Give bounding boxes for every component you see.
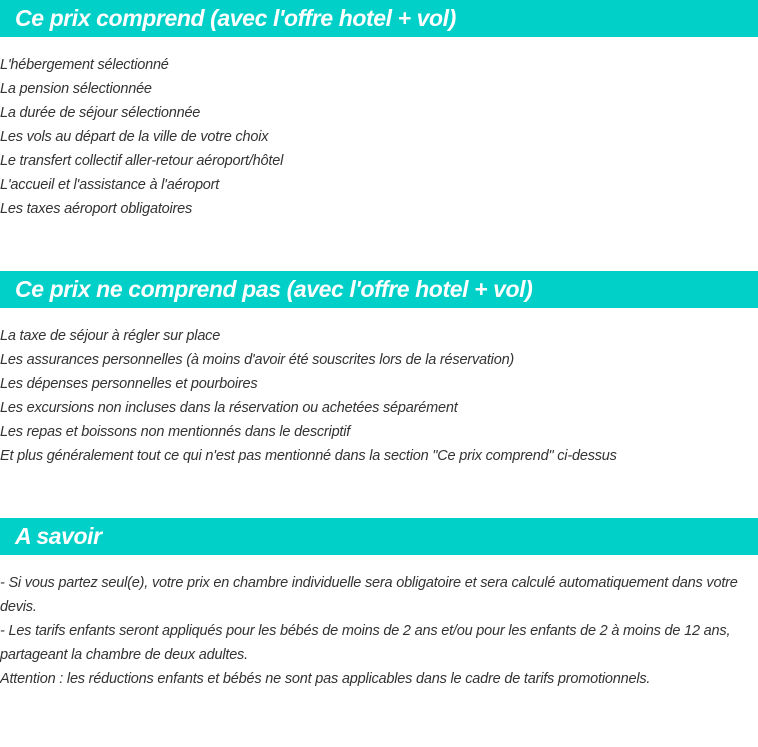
list-item: La taxe de séjour à régler sur place bbox=[0, 328, 221, 344]
excludes-section-title: Ce prix ne comprend pas (avec l'offre hotel + vol) bbox=[15, 276, 533, 302]
list-item: L'accueil et l'assistance à l'aéroport bbox=[0, 177, 220, 193]
includes-section-header bbox=[0, 0, 758, 37]
info-section-header bbox=[0, 518, 758, 555]
info-paragraph: Attention : les réductions enfants et bébés ne sont pas applicables dans le cadre de tarifs promotionnels. bbox=[0, 671, 651, 687]
list-item: Le transfert collectif aller-retour aéroport/hôtel bbox=[0, 153, 284, 169]
list-item: La pension sélectionnée bbox=[0, 81, 152, 97]
list-item: Les excursions non incluses dans la réservation ou achetées séparément bbox=[0, 400, 458, 416]
info-paragraph: - Si vous partez seul(e), votre prix en chambre individuelle sera obligatoire et sera calculé automatiquement dans votre devis. bbox=[0, 575, 738, 615]
excludes-section-header bbox=[0, 271, 758, 308]
excludes-list bbox=[0, 324, 758, 468]
list-item: Les taxes aéroport obligatoires bbox=[0, 201, 193, 217]
list-item: La durée de séjour sélectionnée bbox=[0, 105, 201, 121]
list-item: Les vols au départ de la ville de votre choix bbox=[0, 129, 269, 145]
includes-list bbox=[0, 53, 758, 221]
list-item: Les dépenses personnelles et pourboires bbox=[0, 376, 258, 392]
info-paragraph: - Les tarifs enfants seront appliqués pour les bébés de moins de 2 ans et/ou pour les enfants de 2 à moins de 12 ans, partageant la chambre de deux adultes. bbox=[0, 623, 731, 663]
list-item: Les assurances personnelles (à moins d'avoir été souscrites lors de la réservation) bbox=[0, 352, 515, 368]
list-item: L'hébergement sélectionné bbox=[0, 57, 169, 73]
info-notes bbox=[0, 571, 752, 691]
list-item: Les repas et boissons non mentionnés dans le descriptif bbox=[0, 424, 351, 440]
includes-section-title: Ce prix comprend (avec l'offre hotel + vol) bbox=[15, 5, 456, 31]
list-item: Et plus généralement tout ce qui n'est pas mentionné dans la section "Ce prix comprend" ci-dessus bbox=[0, 448, 617, 464]
info-section-title: A savoir bbox=[15, 523, 102, 549]
